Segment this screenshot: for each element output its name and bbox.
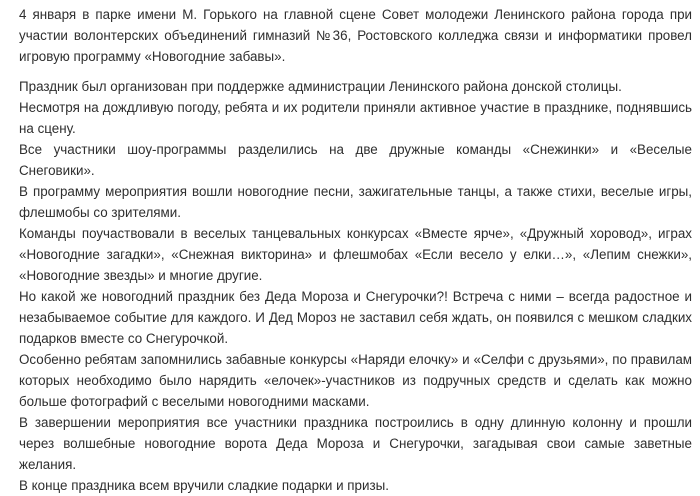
article-paragraph: Особенно ребятам запомнились забавные конкурсы «Наряди елочку» и «Селфи с друзьями», по правилам которых необходимо было нарядить «елочек»-участников из подручных средств и сделать как можно больше фотографий с веселыми новогодними масками.	[19, 352, 692, 409]
article-lead-paragraph: 4 января в парке имени М. Горького на главной сцене Совет молодежи Ленинского района города при участии волонтерских объединений гимназий №36, Ростовского колледжа связи и информатики провел игровую программу «Новогодние забавы».	[19, 7, 692, 64]
article-paragraph: Но какой же новогодний праздник без Деда Мороза и Снегурочки?! Встреча с ними – всегда радостное и незабываемое событие для каждого. И Дед Мороз не заставил себя ждать, он появился с мешком сладких подарков вместе со Снегурочкой.	[19, 289, 692, 346]
article-paragraph: Несмотря на дождливую погоду, ребята и их родители приняли активное участие в празднике, поднявшись на сцену.	[19, 100, 692, 136]
article-paragraph: В конце праздника всем вручили сладкие подарки и призы.	[19, 478, 389, 493]
article-paragraph: Команды поучаствовали в веселых танцевальных конкурсах «Вместе ярче», «Дружный хоровод», играх «Новогодние загадки», «Снежная викторина» и флешмобах «Если весело у елки…», «Лепим снежки», «Новогодние звезды» и многие другие.	[19, 226, 692, 283]
article-paragraph: В программу мероприятия вошли новогодние песни, зажигательные танцы, а также стихи, веселые игры, флешмобы со зрителями.	[19, 184, 692, 220]
article-paragraph: Все участники шоу-программы разделились на две дружные команды «Снежинки» и «Веселые Снеговики».	[19, 142, 692, 178]
article-paragraph: Праздник был организован при поддержке администрации Ленинского района донской столицы.	[19, 79, 622, 94]
article-paragraph: В завершении мероприятия все участники праздника построились в одну длинную колонну и прошли через волшебные новогодние ворота Деда Мороза и Снегурочки, загадывая свои самые заветные желания.	[19, 415, 692, 472]
